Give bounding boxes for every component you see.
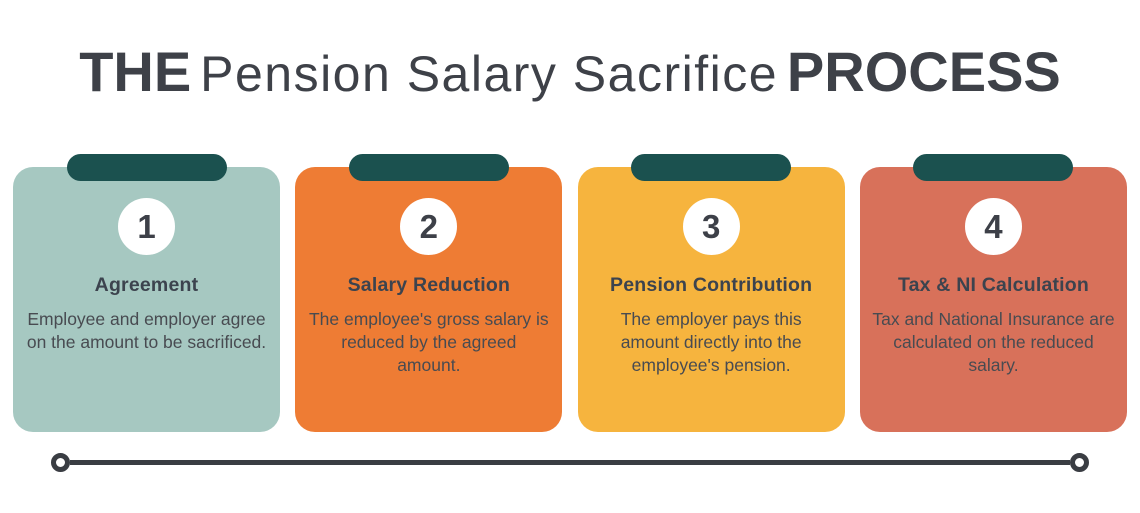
step-number: 1 [137, 207, 156, 245]
clipboard-clip-icon [631, 154, 791, 181]
page-title [0, 39, 1140, 104]
timeline-start-dot-icon [51, 453, 70, 472]
page-title-suffix: PROCESS [786, 40, 1061, 104]
clipboard-clip-icon [913, 154, 1073, 181]
step-number: 4 [984, 207, 1003, 245]
step-card-agreement [13, 167, 280, 432]
step-card-salary-reduction [295, 167, 562, 432]
steps-row [13, 167, 1127, 432]
timeline-end-dot-icon [1070, 453, 1089, 472]
step-description: The employer pays this amount directly into the employee's pension. [620, 309, 802, 376]
step-title: Salary Reduction [347, 274, 511, 296]
step-title: Tax & NI Calculation [897, 274, 1090, 296]
step-number-badge [965, 198, 1022, 255]
page-title-prefix: THE [79, 40, 192, 104]
step-number-badge [118, 198, 175, 255]
step-description: Employee and employer agree on the amount to be sacrificed. [26, 309, 267, 353]
step-description: Tax and National Insurance are calculated on the reduced salary. [872, 309, 1115, 376]
step-number: 3 [701, 207, 721, 245]
step-card-pension-contribution [578, 167, 845, 432]
page-title-middle: Pension Salary Sacrifice [200, 46, 779, 103]
step-title: Pension Contribution [610, 274, 813, 296]
step-title: Agreement [94, 274, 199, 296]
step-number-badge [683, 198, 740, 255]
step-card-tax-ni-calculation [860, 167, 1127, 432]
clipboard-clip-icon [349, 154, 509, 181]
process-timeline [51, 453, 1089, 472]
step-number: 2 [419, 207, 438, 245]
clipboard-clip-icon [67, 154, 227, 181]
timeline-line [70, 460, 1070, 465]
step-number-badge [400, 198, 457, 255]
step-description: The employee's gross salary is reduced by the agreed amount. [308, 309, 549, 376]
